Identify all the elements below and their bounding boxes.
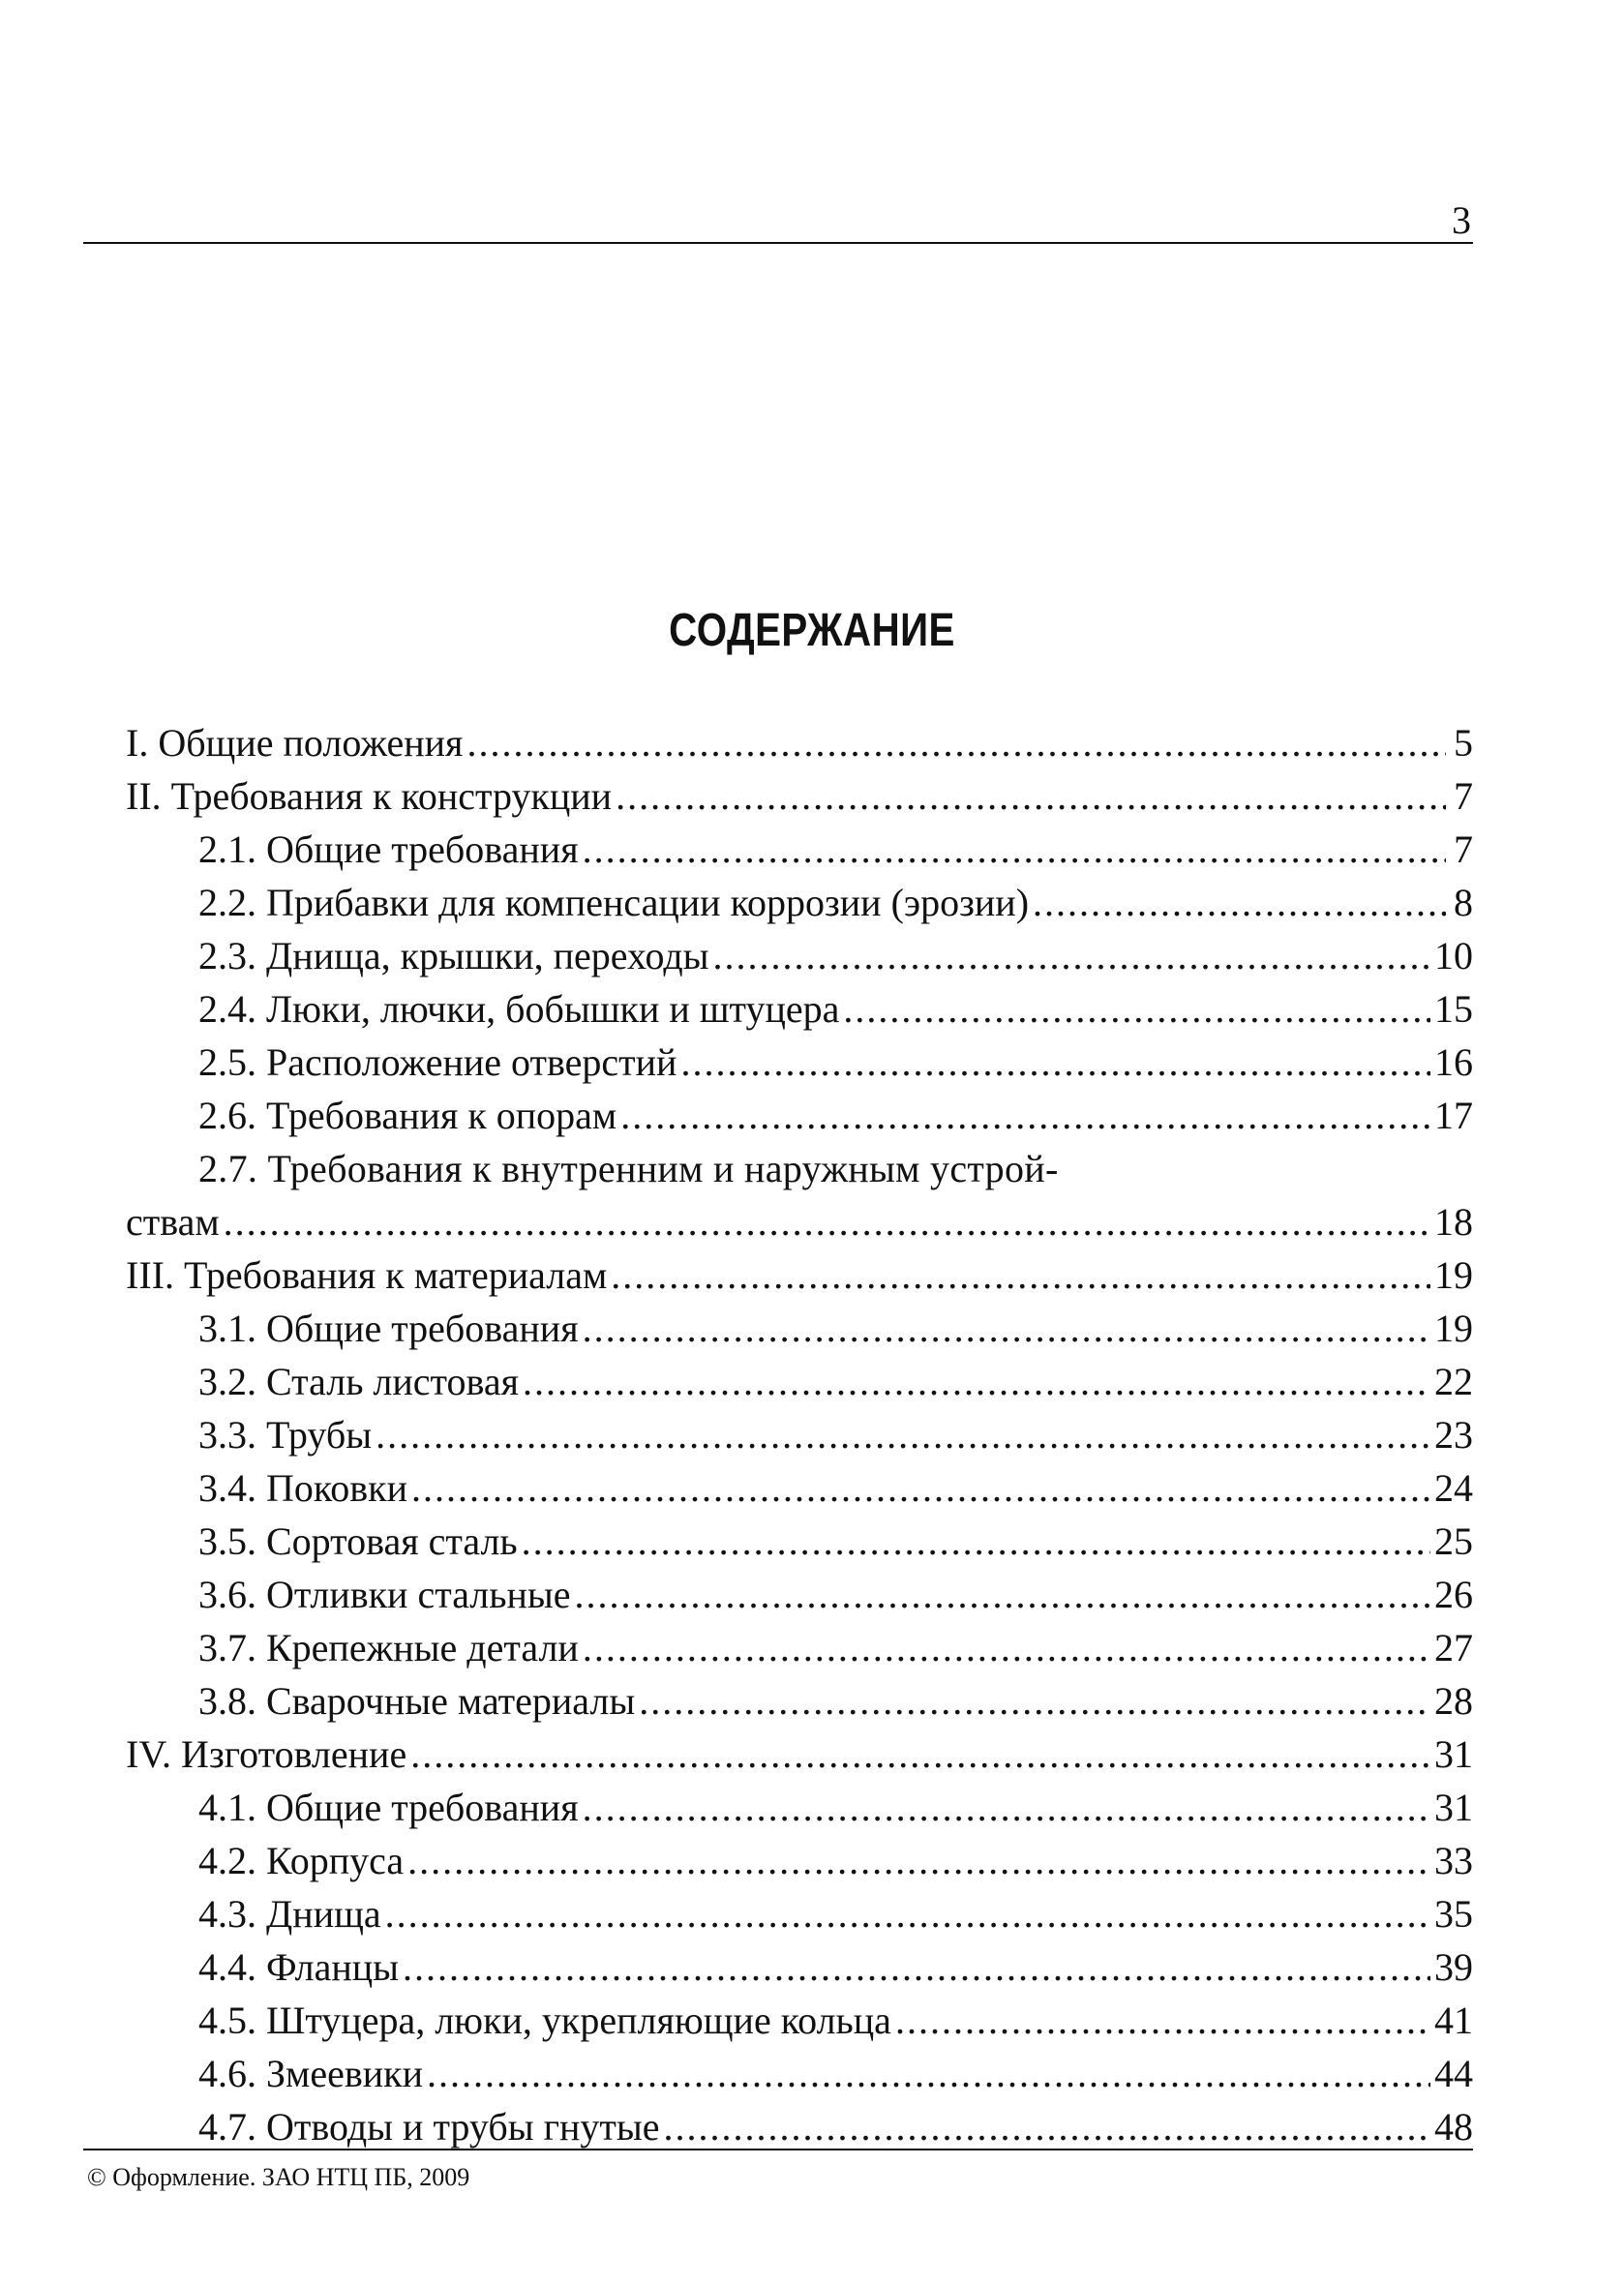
toc-entry-label: 3.1. Общие требования [198,1307,579,1350]
toc-entry-page: 39 [1434,1945,1473,1989]
toc-entry-page: 44 [1434,2052,1473,2095]
toc-dot-leader [466,716,1446,769]
toc-dot-leader [376,1408,1430,1461]
toc-dot-leader [639,1674,1430,1728]
toc-entry[interactable] [126,1355,1473,1408]
toc-dot-leader [1033,876,1446,929]
toc-dot-leader [575,1568,1430,1621]
toc-entry[interactable] [126,1994,1473,2047]
toc-entry-page: 31 [1434,1786,1473,1829]
toc-dot-leader [523,1355,1430,1408]
toc-dot-leader [616,769,1446,823]
toc-entry[interactable] [126,823,1473,876]
toc-entry[interactable] [126,1408,1473,1461]
toc-entry[interactable] [126,1781,1473,1834]
toc-entry[interactable] [126,876,1473,929]
toc-entry[interactable] [126,1621,1473,1674]
toc-entry-label: 4.1. Общие требования [198,1786,579,1829]
toc-entry[interactable] [126,1887,1473,1940]
toc-entry-label: 2.3. Днища, крышки, переходы [198,934,709,977]
toc-dot-leader [224,1195,1430,1248]
toc-entry-page: 18 [1434,1200,1473,1244]
toc-dot-leader [583,1781,1430,1834]
toc-entry-label: 3.8. Сварочные материалы [198,1679,636,1723]
toc-entry[interactable] [126,1940,1473,1994]
toc-entry-label: 3.5. Сортовая сталь [198,1519,518,1563]
toc-dot-leader [680,1036,1430,1089]
toc-entry-label: 4.2. Корпуса [198,1839,405,1882]
toc-entry[interactable] [126,1568,1473,1621]
toc-entry[interactable] [126,2100,1473,2153]
toc-dot-leader [427,2047,1430,2100]
toc-dot-leader [522,1515,1430,1568]
toc-entry-label: I. Общие положения [126,721,464,765]
toc-entry-label: 3.6. Отливки стальные [198,1573,571,1616]
toc-entry[interactable] [126,1248,1473,1302]
toc-dot-leader [583,1621,1430,1674]
toc-dot-leader [385,1887,1430,1940]
toc-dot-leader [620,1089,1430,1142]
toc-entry[interactable] [126,1834,1473,1887]
toc-entry-label: 3.7. Крепежные детали [198,1626,579,1669]
toc-entry-page: 22 [1434,1360,1473,1403]
toc-entry[interactable] [126,1089,1473,1142]
toc-entry-page: 8 [1454,881,1473,924]
toc-entry-page: 7 [1454,774,1473,818]
toc-entry[interactable] [126,929,1473,982]
toc-entry-page: 28 [1434,1679,1473,1723]
toc-entry[interactable] [126,1515,1473,1568]
toc-dot-leader [843,982,1430,1036]
toc-entry-page: 25 [1434,1519,1473,1563]
toc-entry-label: 4.5. Штуцера, люки, укрепляющие кольца [198,1999,891,2042]
toc-entry-page: 41 [1434,1999,1473,2042]
toc-entry-page: 31 [1434,1732,1473,1776]
toc-entry-label: 2.2. Прибавки для компенсации коррозии (эрозии) [198,881,1030,924]
toc-entry-page: 5 [1454,721,1473,765]
toc-entry-page: 16 [1434,1040,1473,1084]
toc-dot-leader [407,1834,1430,1887]
toc-entry-page: 17 [1434,1094,1473,1137]
toc-dot-leader [403,1940,1430,1994]
toc-entry-label: 2.5. Расположение отверстий [198,1040,677,1084]
toc-entry-label: IV. Изготовление [126,1732,407,1776]
toc-entry-label: 3.4. Поковки [198,1466,408,1510]
toc-entry[interactable] [126,1728,1473,1781]
toc-entry[interactable] [126,769,1473,823]
toc-entry[interactable] [126,1036,1473,1089]
toc-entry-label: 4.4. Фланцы [198,1945,400,1989]
page-title: СОДЕРЖАНИЕ [669,605,955,656]
toc-entry[interactable] [126,1195,1473,1248]
toc-entry-page: 48 [1434,2105,1473,2149]
toc-entry[interactable] [126,2047,1473,2100]
toc-entry-page: 15 [1434,987,1473,1031]
footer-copyright: © Оформление. ЗАО НТЦ ПБ, 2009 [87,2163,470,2191]
toc-entry[interactable] [126,716,1473,769]
toc-entry-label: 3.2. Сталь листовая [198,1360,520,1403]
toc-dot-leader [411,1461,1430,1515]
toc-entry-label: 4.6. Змеевики [198,2052,423,2095]
toc-entry[interactable] [126,1674,1473,1728]
toc-entry-label: 2.6. Требования к опорам [198,1094,617,1137]
toc-dot-leader [895,1994,1430,2047]
toc-entry-page: 19 [1434,1253,1473,1297]
toc-entry-page: 26 [1434,1573,1473,1616]
toc-entry-page: 33 [1434,1839,1473,1882]
toc-entry-label: II. Требования к конструкции [126,774,613,818]
toc-entry-page: 19 [1434,1307,1473,1350]
toc-entry-label: 3.3. Трубы [198,1413,373,1457]
toc-entry-label: ствам [126,1200,220,1244]
toc-entry-label: 4.7. Отводы и трубы гнутые [198,2105,660,2149]
toc-entry[interactable] [126,982,1473,1036]
toc-entry-page: 35 [1434,1892,1473,1936]
toc-dot-leader [583,1302,1430,1355]
toc-dot-leader [713,929,1430,982]
toc-entry[interactable] [126,1302,1473,1355]
toc-entry-page: 10 [1434,934,1473,977]
toc-dot-leader [583,823,1446,876]
toc-dot-leader [611,1248,1430,1302]
toc-entry-page: 23 [1434,1413,1473,1457]
toc-entry-label-line1[interactable]: 2.7. Требования к внутренним и наружным устрой- [198,1147,1059,1190]
toc-entry-label: 2.4. Люки, лючки, бобышки и штуцера [198,987,840,1031]
header-rule [83,242,1473,244]
page-number: 3 [1452,198,1471,242]
table-of-contents [126,716,1473,2153]
toc-entry-page: 7 [1454,827,1473,871]
footer-rule [83,2149,1473,2150]
toc-entry[interactable] [126,1461,1473,1515]
toc-entry-label: III. Требования к материалам [126,1253,608,1297]
toc-entry-label: 4.3. Днища [198,1892,381,1936]
toc-dot-leader [410,1728,1430,1781]
toc-entry-page: 27 [1434,1626,1473,1669]
toc-dot-leader [664,2100,1430,2153]
toc-entry-page: 24 [1434,1466,1473,1510]
toc-entry-label: 2.1. Общие требования [198,827,579,871]
